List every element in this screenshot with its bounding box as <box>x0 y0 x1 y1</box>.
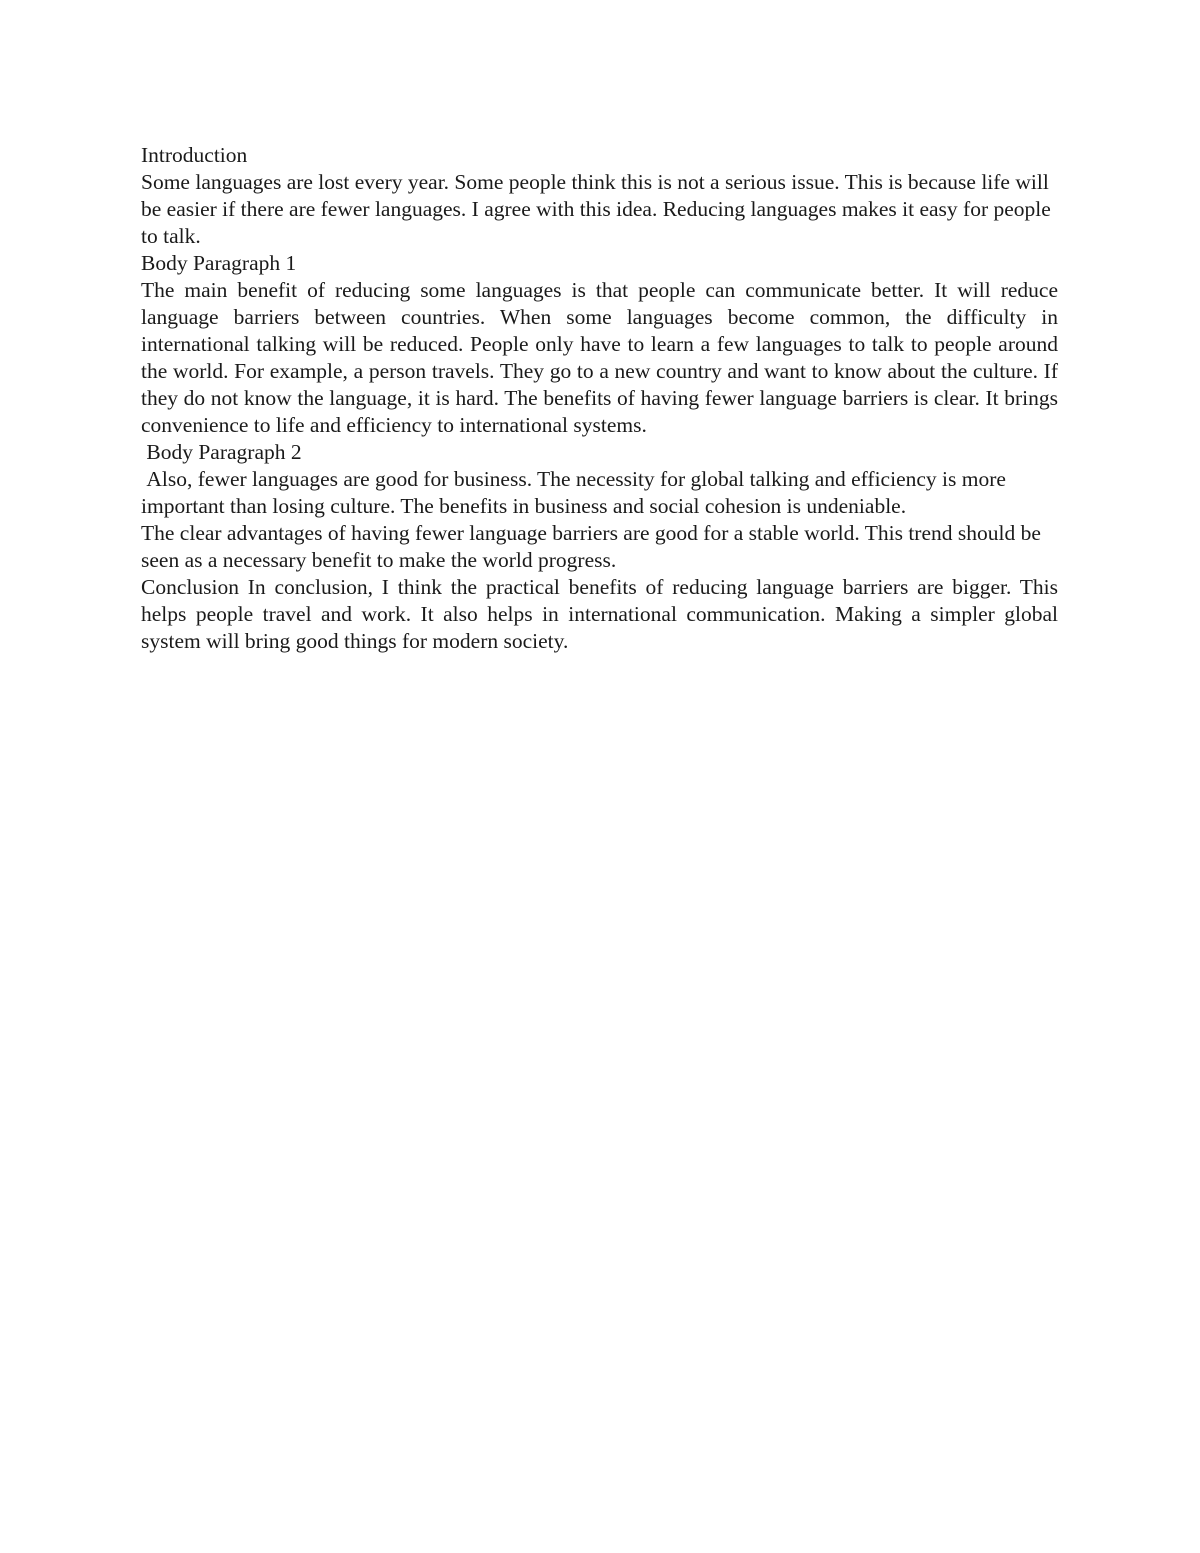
introduction-paragraph: Some languages are lost every year. Some people think this is not a serious issue. This is because life will be easier if there are fewer languages. I agree with this idea. Reducing languages makes it easy for people to talk. <box>141 170 1051 248</box>
document-body <box>141 142 1058 655</box>
body-paragraph-2-text: Also, fewer languages are good for business. The necessity for global talking and efficiency is more important than losing culture. The benefits in business and social cohesion is undeniable. <box>141 467 1012 518</box>
conclusion-paragraph: Conclusion In conclusion, I think the practical benefits of reducing language barriers are bigger. This helps people travel and work. It also helps in international communication. Making a simpler global system will bring good things for modern society. <box>141 575 1058 653</box>
body-paragraph-1-text: The main benefit of reducing some languages is that people can communicate better. It will reduce language barriers between countries. When some languages become common, the difficulty in international talking will be reduced. People only have to learn a few languages to talk to people around the world. For example, a person travels. They go to a new country and want to know about the culture. If they do not know the language, it is hard. The benefits of having fewer language barriers is clear. It brings convenience to life and efficiency to international systems. <box>141 278 1058 437</box>
body-paragraph-2-continuation: The clear advantages of having fewer language barriers are good for a stable world. This trend should be seen as a necessary benefit to make the world progress. <box>141 521 1041 572</box>
body-paragraph-2-heading: Body Paragraph 2 <box>141 440 302 464</box>
introduction-heading: Introduction <box>141 143 248 167</box>
body-paragraph-1-heading: Body Paragraph 1 <box>141 251 297 275</box>
